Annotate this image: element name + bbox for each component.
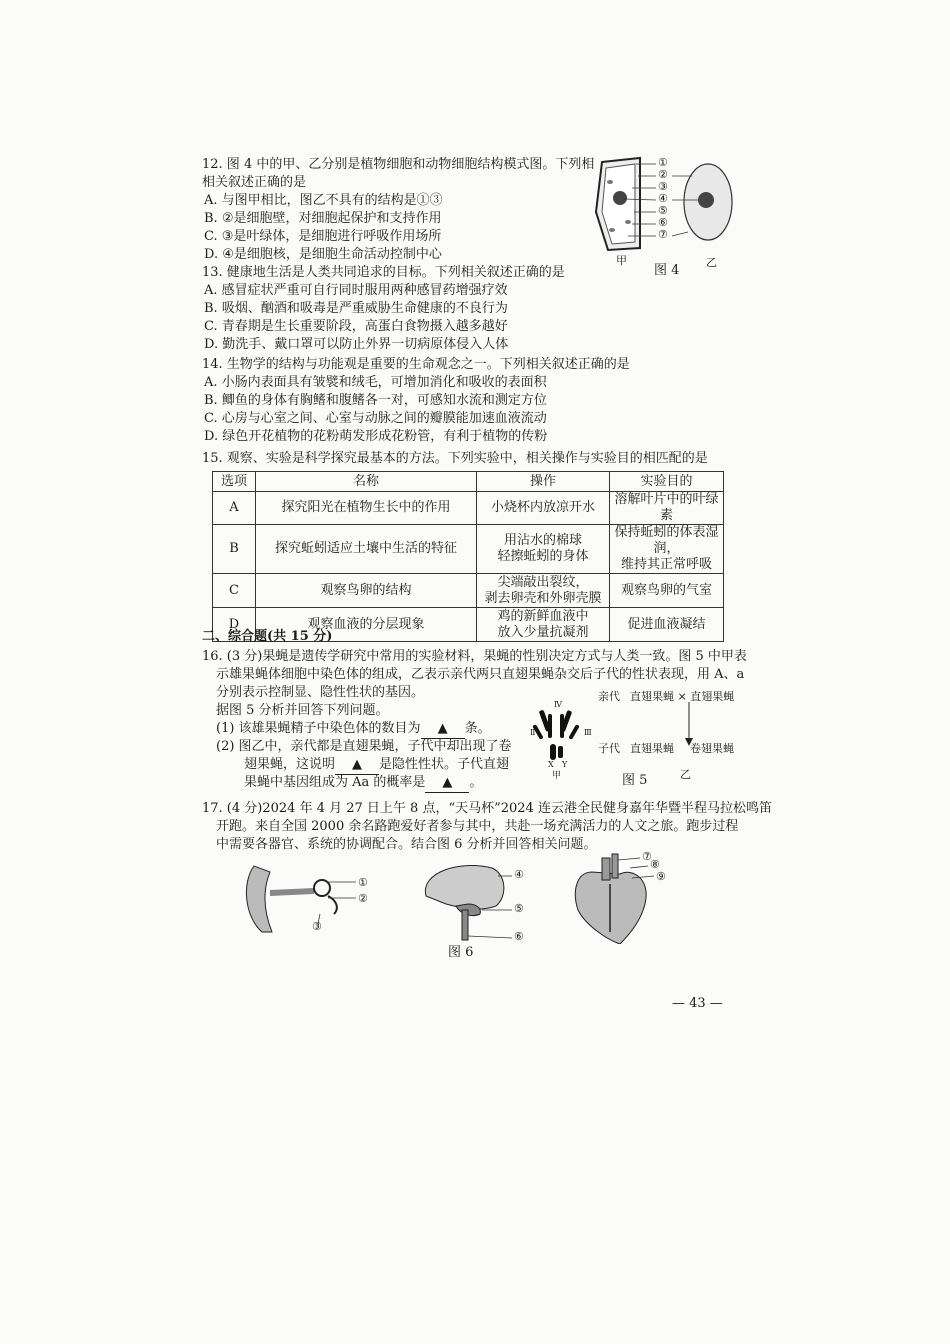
- q15-stem: 15. 观察、实验是科学探究最基本的方法。下列实验中，相关操作与实验目的相匹配的是: [202, 451, 708, 466]
- answer-blank[interactable]: ▲: [335, 756, 379, 775]
- table-cell: 用沾水的棉球 轻擦蚯蚓的身体: [477, 525, 610, 574]
- q14-option-d: D. 绿色开花植物的花粉萌发形成花粉管，有利于植物的传粉: [204, 429, 548, 444]
- table-row: [213, 492, 724, 525]
- child-straight: 直翅果蝇: [630, 742, 674, 755]
- q13-option-a: A. 感冒症状严重可自行同时服用两种感冒药增强疗效: [204, 283, 508, 298]
- marker-7: ⑦: [658, 228, 668, 241]
- chrom-label-y: Y: [562, 760, 568, 769]
- marker-2: ②: [658, 168, 668, 181]
- q17-line1: 17. (4 分)2024 年 4 月 27 日上午 8 点，“天马杯”2024 连云港全民健身嘉年华暨半程马拉松鸣笛: [202, 801, 772, 816]
- chrom-label-x: X: [548, 760, 554, 769]
- table-cell: A: [213, 492, 256, 525]
- chrom-label-iii: Ⅲ: [584, 728, 592, 737]
- q13-option-d: D. 勤洗手、戴口罩可以防止外界一切病原体侵入人体: [204, 337, 509, 352]
- brain-diagram: [425, 866, 503, 940]
- table-row: [213, 525, 724, 574]
- fig6-marker-7: ⑦: [642, 850, 652, 863]
- table-cell: C: [213, 574, 256, 608]
- table-cell: 观察鸟卵的结构: [256, 574, 477, 608]
- q14-option-c: C. 心房与心室之间、心室与动脉之间的瓣膜能加速血液流动: [204, 411, 547, 426]
- marker-1: ①: [658, 156, 668, 169]
- fig6-marker-6: ⑥: [514, 930, 524, 943]
- child-label: 子代: [598, 742, 620, 755]
- label-yi: 乙: [706, 256, 717, 269]
- fig6-marker-2: ②: [358, 892, 368, 905]
- ear-diagram: [246, 866, 336, 932]
- page-number: — 43 —: [672, 996, 723, 1011]
- fig6-marker-8: ⑧: [650, 858, 660, 871]
- figure-6-organs: [240, 852, 690, 944]
- table-cell: 促进血液凝结: [610, 608, 724, 642]
- q16-line1: 16. (3 分)果蝇是遗传学研究中常用的实验材料，果蝇的性别决定方式与人类一致。图 5 中甲表: [202, 649, 747, 664]
- table-cell: 鸡的新鲜血液中 放入少量抗凝剂: [477, 608, 610, 642]
- q12-option-b: B. ②是细胞壁，对细胞起保护和支持作用: [204, 211, 442, 226]
- q15-table: [212, 471, 724, 642]
- table-header-row: [213, 472, 724, 492]
- fig5-label-jia: 甲: [552, 771, 562, 781]
- marker-6: ⑥: [658, 216, 668, 229]
- q16-sub2-tail: 。: [469, 775, 483, 790]
- animal-cell-diagram: [684, 164, 732, 240]
- q16-sub2-line2: [244, 756, 509, 775]
- q13-option-b: B. 吸烟、酗酒和吸毒是严重威胁生命健康的不良行为: [204, 301, 508, 316]
- q17-line2: 开跑。来自全国 2000 余名路跑爱好者参与其中，共赴一场充满活力的人文之旅。跑步过程: [216, 819, 739, 834]
- child-curly: 卷翅果蝇: [690, 742, 734, 755]
- col-header-purpose: 实验目的: [610, 472, 724, 492]
- q14-option-a: A. 小肠内表面具有皱襞和绒毛，可增加消化和吸收的表面积: [204, 375, 547, 390]
- table-cell: 小烧杯内放凉开水: [477, 492, 610, 525]
- col-header-option: 选项: [213, 472, 256, 492]
- q12-stem-line2: 相关叙述正确的是: [202, 175, 307, 190]
- answer-blank[interactable]: ▲: [421, 720, 465, 739]
- fig6-marker-4: ④: [514, 868, 524, 881]
- q12-option-d: D. ④是细胞核，是细胞生命活动控制中心: [204, 247, 442, 262]
- fig6-marker-5: ⑤: [514, 902, 524, 915]
- fig5-label-yi: 乙: [680, 768, 691, 781]
- q16-sub1: [216, 720, 491, 739]
- table-cell: 探究阳光在植物生长中的作用: [256, 492, 477, 525]
- q14-option-b: B. 鲫鱼的身体有胸鳍和腹鳍各一对，可感知水流和测定方位: [204, 393, 547, 408]
- fig6-marker-1: ①: [358, 876, 368, 889]
- q16-line3: 分别表示控制显、隐性性状的基因。: [216, 685, 425, 700]
- table-cell: 观察鸟卵的气室: [610, 574, 724, 608]
- table-cell: 保持蚯蚓的体表湿润， 维持其正常呼吸: [610, 525, 724, 574]
- chrom-label-iv: Ⅳ: [554, 700, 562, 709]
- q17-line3: 中需要各器官、系统的协调配合。结合图 6 分析并回答相关问题。: [216, 837, 597, 852]
- q16-sub1-text: (1) 该雄果蝇精子中染色体的数目为: [216, 721, 421, 736]
- table-cell: 探究蚯蚓适应土壤中生活的特征: [256, 525, 477, 574]
- figure-6-caption: 图 6: [448, 945, 474, 960]
- fig6-marker-3: ③: [312, 920, 322, 933]
- chrom-label-ii: Ⅱ: [530, 728, 536, 737]
- parent-cross: 直翅果蝇 × 直翅果蝇: [630, 690, 735, 703]
- q14-stem: 14. 生物学的结构与功能观是重要的生命观念之一。下列相关叙述正确的是: [202, 357, 630, 372]
- col-header-operation: 操作: [477, 472, 610, 492]
- marker-4: ④: [658, 192, 668, 205]
- figure-5-caption: 图 5: [622, 773, 648, 788]
- q16-sub2-line1: (2) 图乙中，亲代都是直翅果蝇，子代中却出现了卷: [216, 739, 512, 754]
- q13-option-c: C. 青春期是生长重要阶段，高蛋白食物摄入越多越好: [204, 319, 508, 334]
- label-jia: 甲: [616, 254, 627, 267]
- q16-sub2-text3: 果蝇中基因组成为 Aa 的概率是: [244, 775, 426, 790]
- q12-option-a: A. 与图甲相比，图乙不具有的结构是①③: [204, 193, 443, 208]
- table-row: [213, 574, 724, 608]
- marker-3: ③: [658, 180, 668, 193]
- q16-sub2-text: 翅果蝇，这说明: [244, 757, 336, 772]
- answer-blank[interactable]: ▲: [425, 774, 469, 793]
- figure-4-caption: 图 4: [654, 263, 680, 278]
- q16-sub1-tail: 条。: [464, 721, 491, 736]
- q12-option-c: C. ③是叶绿体，是细胞进行呼吸作用场所: [204, 229, 442, 244]
- q13-stem: 13. 健康地生活是人类共同追求的目标。下列相关叙述正确的是: [202, 265, 565, 280]
- q12-stem-line1: 12. 图 4 中的甲、乙分别是植物细胞和动物细胞结构模式图。下列相: [202, 157, 595, 172]
- table-cell: 尖端敲出裂纹， 剥去卵壳和外卵壳膜: [477, 574, 610, 608]
- marker-5: ⑤: [658, 204, 668, 217]
- section-2-title: 二、综合题(共 15 分): [202, 629, 333, 644]
- table-cell: 观察血液的分层现象: [256, 608, 477, 642]
- parent-label: 亲代: [598, 690, 620, 703]
- q16-sub2-line3: [244, 774, 482, 793]
- fig6-marker-9: ⑨: [656, 870, 666, 883]
- q16-sub2-text2: 是隐性性状。子代直翅: [379, 757, 510, 772]
- table-cell: D: [213, 608, 256, 642]
- col-header-name: 名称: [256, 472, 477, 492]
- q16-line2: 示雄果蝇体细胞中染色体的组成，乙表示亲代两只直翅果蝇杂交后子代的性状表现，用 A、a: [216, 667, 745, 682]
- q16-line4: 据图 5 分析并回答下列问题。: [216, 703, 389, 718]
- table-cell: B: [213, 525, 256, 574]
- table-cell: 溶解叶片中的叶绿素: [610, 492, 724, 525]
